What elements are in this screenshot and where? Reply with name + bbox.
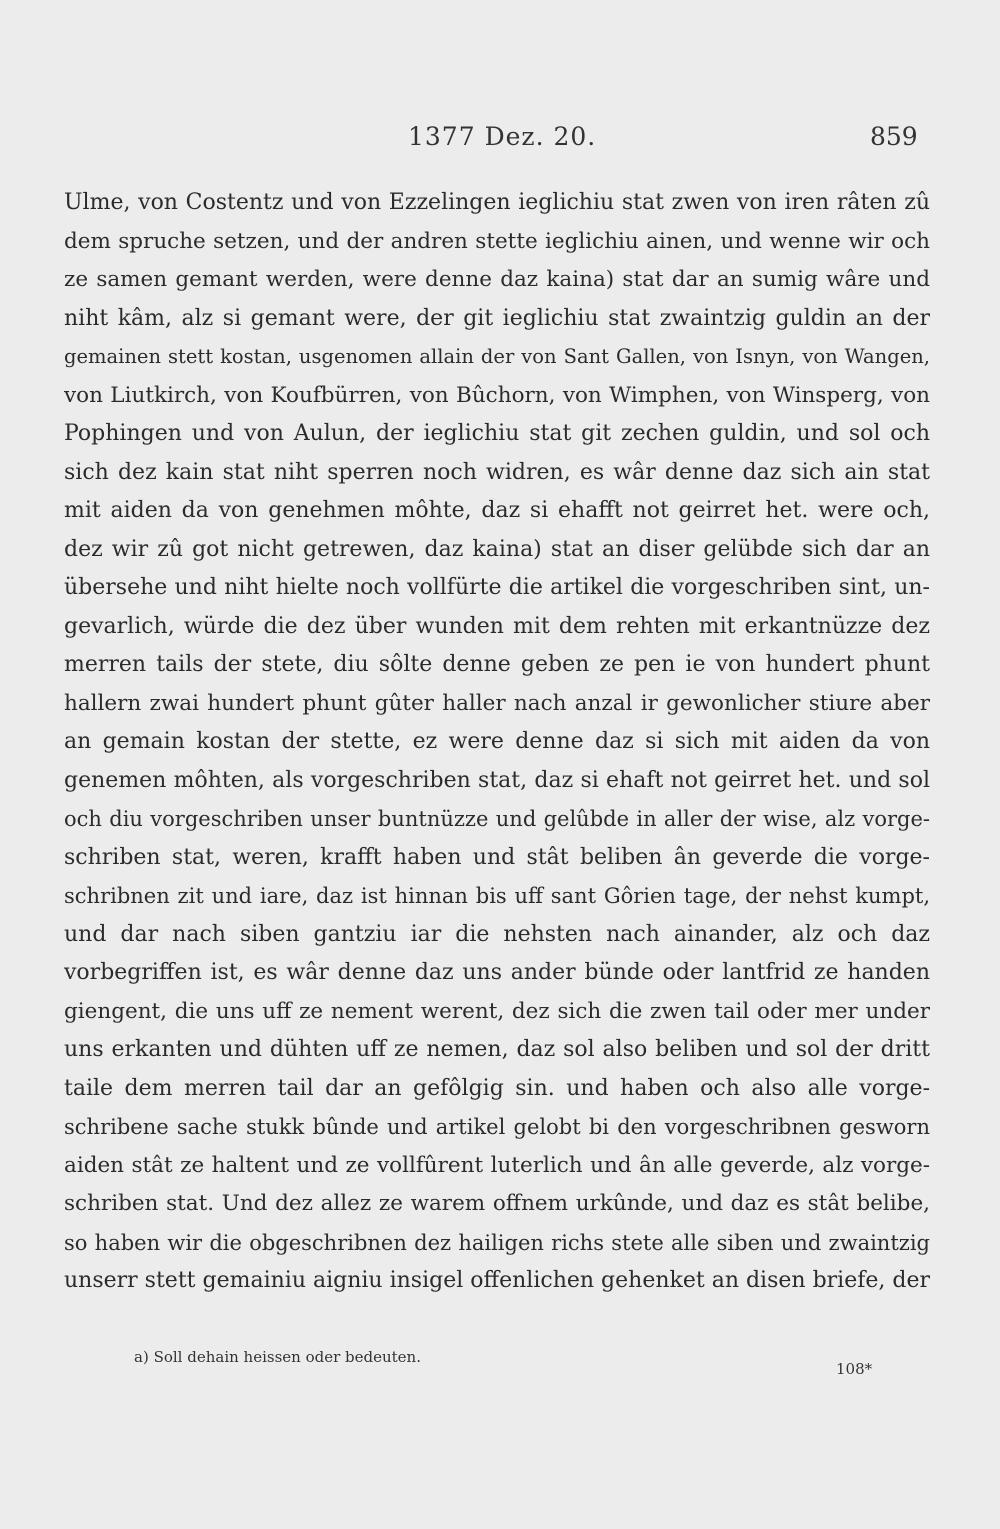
- page-number: 859: [870, 122, 918, 151]
- text-line: übersehe und niht hielte noch vollfürte die artikel die vorgeschriben sint, un-: [64, 575, 930, 600]
- text-line: taile dem merren tail dar an gefôlgig sin. und haben och also alle vorge-: [64, 1075, 930, 1101]
- text-line: unserr stett gemainiu aigniu insigel offenlichen gehenket an disen briefe, der: [64, 1268, 930, 1293]
- text-line: merren tails der stete, diu sôlte denne geben ze pen ie von hundert phunt: [64, 652, 930, 677]
- text-line: Pophingen und von Aulun, der ieglichiu stat git zechen guldin, und sol och: [64, 421, 930, 446]
- text-line: so haben wir die obgeschribnen dez hailigen richs stete alle siben und zwaintzig: [64, 1230, 930, 1255]
- text-line: och diu vorgeschriben unser buntnüzze und gelûbde in aller der wise, alz vorge-: [64, 807, 930, 831]
- text-line: uns erkanten und dühten uff ze nemen, daz sol also beliben und sol der dritt: [64, 1037, 930, 1062]
- text-line: sich dez kain stat niht sperren noch widren, es wâr denne daz sich ain stat: [64, 459, 930, 485]
- text-line: ze samen gemant werden, were denne daz kaina) stat dar an sumig wâre und: [64, 267, 930, 292]
- text-line: dem spruche setzen, und der andren stette ieglichiu ainen, und wenne wir och: [64, 228, 930, 254]
- text-line: vorbegriffen ist, es wâr denne daz uns ander bünde oder lantfrid ze handen: [64, 960, 930, 985]
- text-line: schribnen zit und iare, daz ist hinnan bis uff sant Gôrien tage, der nehst kumpt,: [64, 884, 930, 908]
- text-line: mit aiden da von genehmen môhte, daz si ehafft not geirret het. were och,: [64, 498, 930, 523]
- text-line: hallern zwai hundert phunt gûter haller nach anzal ir gewonlicher stiure aber: [64, 690, 930, 716]
- text-line: niht kâm, alz si gemant were, der git ieglichiu stat zwaintzig guldin an der: [64, 305, 930, 331]
- page-header: [0, 122, 1000, 162]
- text-line: von Liutkirch, von Koufbürren, von Bûchorn, von Wimphen, von Winsperg, von: [64, 382, 930, 408]
- text-line: aiden stât ze haltent und ze vollfûrent luterlich und ân alle geverde, alz vorge-: [64, 1152, 930, 1178]
- text-line: schriben stat. Und dez allez ze warem offnem urkûnde, und daz es stât belibe,: [64, 1191, 930, 1216]
- text-line: dez wir zû got nicht getrewen, daz kaina) stat an diser gelübde sich dar an: [64, 536, 930, 562]
- text-line: Ulme, von Costentz und von Ezzelingen ieglichiu stat zwen von iren râten zû: [64, 190, 930, 215]
- text-line: schribene sache stukk bûnde und artikel gelobt bi den vorgeschribnen gesworn: [64, 1115, 930, 1139]
- sheet-mark: 108*: [836, 1360, 873, 1378]
- footnote: a) Soll dehain heissen oder bedeuten.: [134, 1348, 421, 1366]
- header-date: 1377 Dez. 20.: [408, 122, 597, 151]
- body-text: [64, 184, 930, 1301]
- text-line: und dar nach siben gantziu iar die nehsten nach ainander, alz och daz: [64, 921, 930, 947]
- text-line: gevarlich, würde die dez über wunden mit dem rehten mit erkantnüzze dez: [64, 613, 930, 639]
- text-line: an gemain kostan der stette, ez were denne daz si sich mit aiden da von: [64, 729, 930, 754]
- text-line: gemainen stett kostan, usgenomen allain der von Sant Gallen, von Isnyn, von Wangen,: [64, 345, 930, 368]
- text-line: genemen môhten, als vorgeschriben stat, daz si ehaft not geirret het. und sol: [64, 767, 930, 793]
- text-line: schriben stat, weren, krafft haben und stât beliben ân geverde die vorge-: [64, 844, 930, 870]
- text-line: giengent, die uns uff ze nement werent, dez sich die zwen tail oder mer under: [64, 998, 930, 1024]
